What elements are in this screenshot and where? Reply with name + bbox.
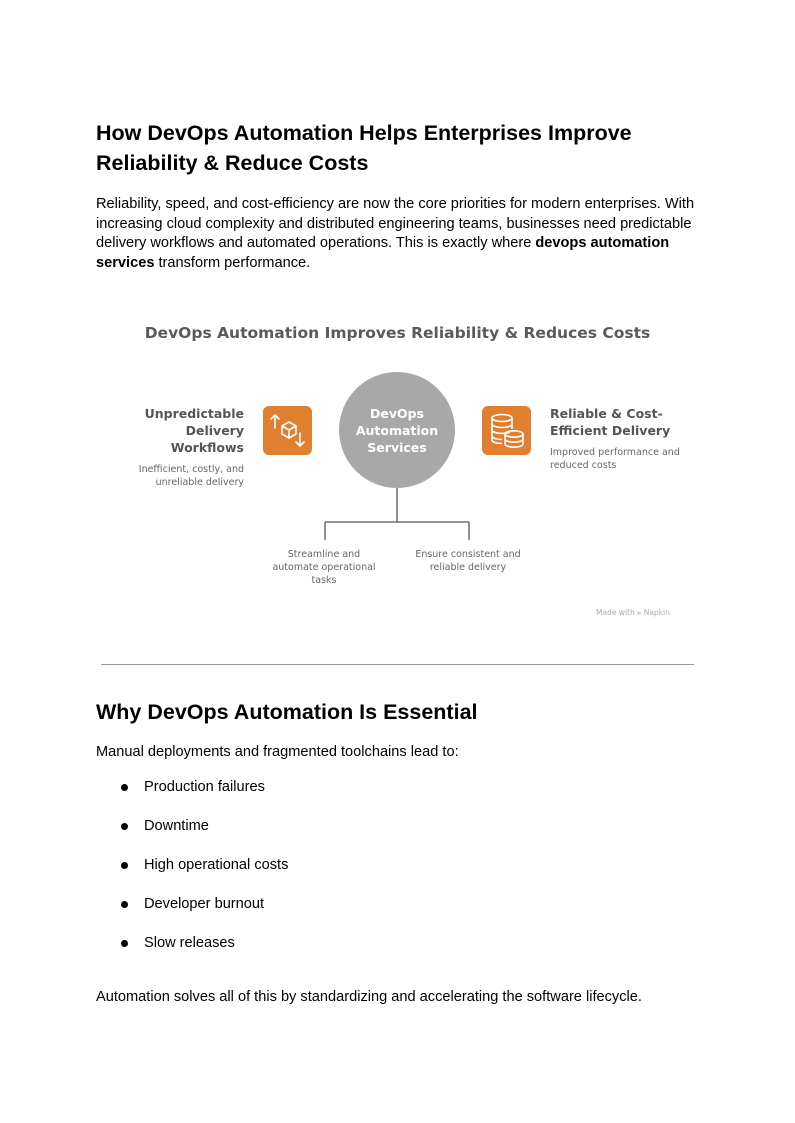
list-item — [96, 856, 706, 895]
napkin-credit: Made with ⪢ Napkin — [596, 608, 670, 617]
left-state-description: Inefficient, costly, and unreliable delivery — [138, 464, 244, 488]
list-item-text: Developer burnout — [144, 896, 265, 912]
bullet-list — [96, 778, 706, 973]
list-item — [96, 778, 706, 817]
center-label: DevOps Automation Services — [355, 405, 439, 455]
branch-left-label: Streamline and automate operational tasks — [272, 549, 376, 586]
bullet-icon — [121, 823, 128, 830]
bullet-icon — [121, 784, 128, 791]
bullet-icon — [121, 862, 128, 869]
infographic — [96, 310, 699, 630]
intro-bold-term: devops automation services — [96, 235, 670, 271]
intro-text-end: transform performance. — [154, 254, 311, 271]
closing-paragraph: Automation solves all of this by standardizing and accelerating the software lifecycle. — [96, 989, 642, 1005]
list-item — [96, 817, 706, 856]
center-circle — [339, 372, 455, 488]
right-state-title: Reliable & Cost-Efficient Delivery — [550, 406, 671, 438]
list-item — [96, 895, 706, 934]
branch-right-label: Ensure consistent and reliable delivery — [415, 549, 521, 573]
section-title: Why DevOps Automation Is Essential — [96, 700, 478, 724]
list-item-text: Production failures — [144, 779, 265, 795]
list-item — [96, 934, 706, 973]
intro-text: Reliability, speed, and cost-efficiency are now the core priorities for modern enterprises. With increasing cloud complexity and distributed engineering teams, businesses need predictable delivery workflows and automated operations. This is exactly where — [96, 196, 695, 251]
bullet-icon — [121, 901, 128, 908]
infographic-title: DevOps Automation Improves Reliability & Reduces Costs — [144, 324, 651, 342]
list-item-text: Downtime — [144, 818, 209, 834]
package-arrows-icon — [263, 406, 312, 455]
bullet-icon — [121, 940, 128, 947]
list-item-text: High operational costs — [144, 857, 289, 873]
right-state-description: Improved performance and reduced costs — [550, 447, 680, 471]
page-title: How DevOps Automation Helps Enterprises Improve Reliability & Reduce Costs — [96, 121, 632, 175]
list-item-text: Slow releases — [144, 935, 235, 951]
left-state-title: Unpredictable Delivery Workflows — [144, 406, 244, 455]
horizontal-divider — [101, 664, 694, 665]
section-lead: Manual deployments and fragmented toolchains lead to: — [96, 744, 459, 760]
intro-paragraph — [96, 195, 706, 273]
coin-stack-icon — [482, 406, 531, 455]
